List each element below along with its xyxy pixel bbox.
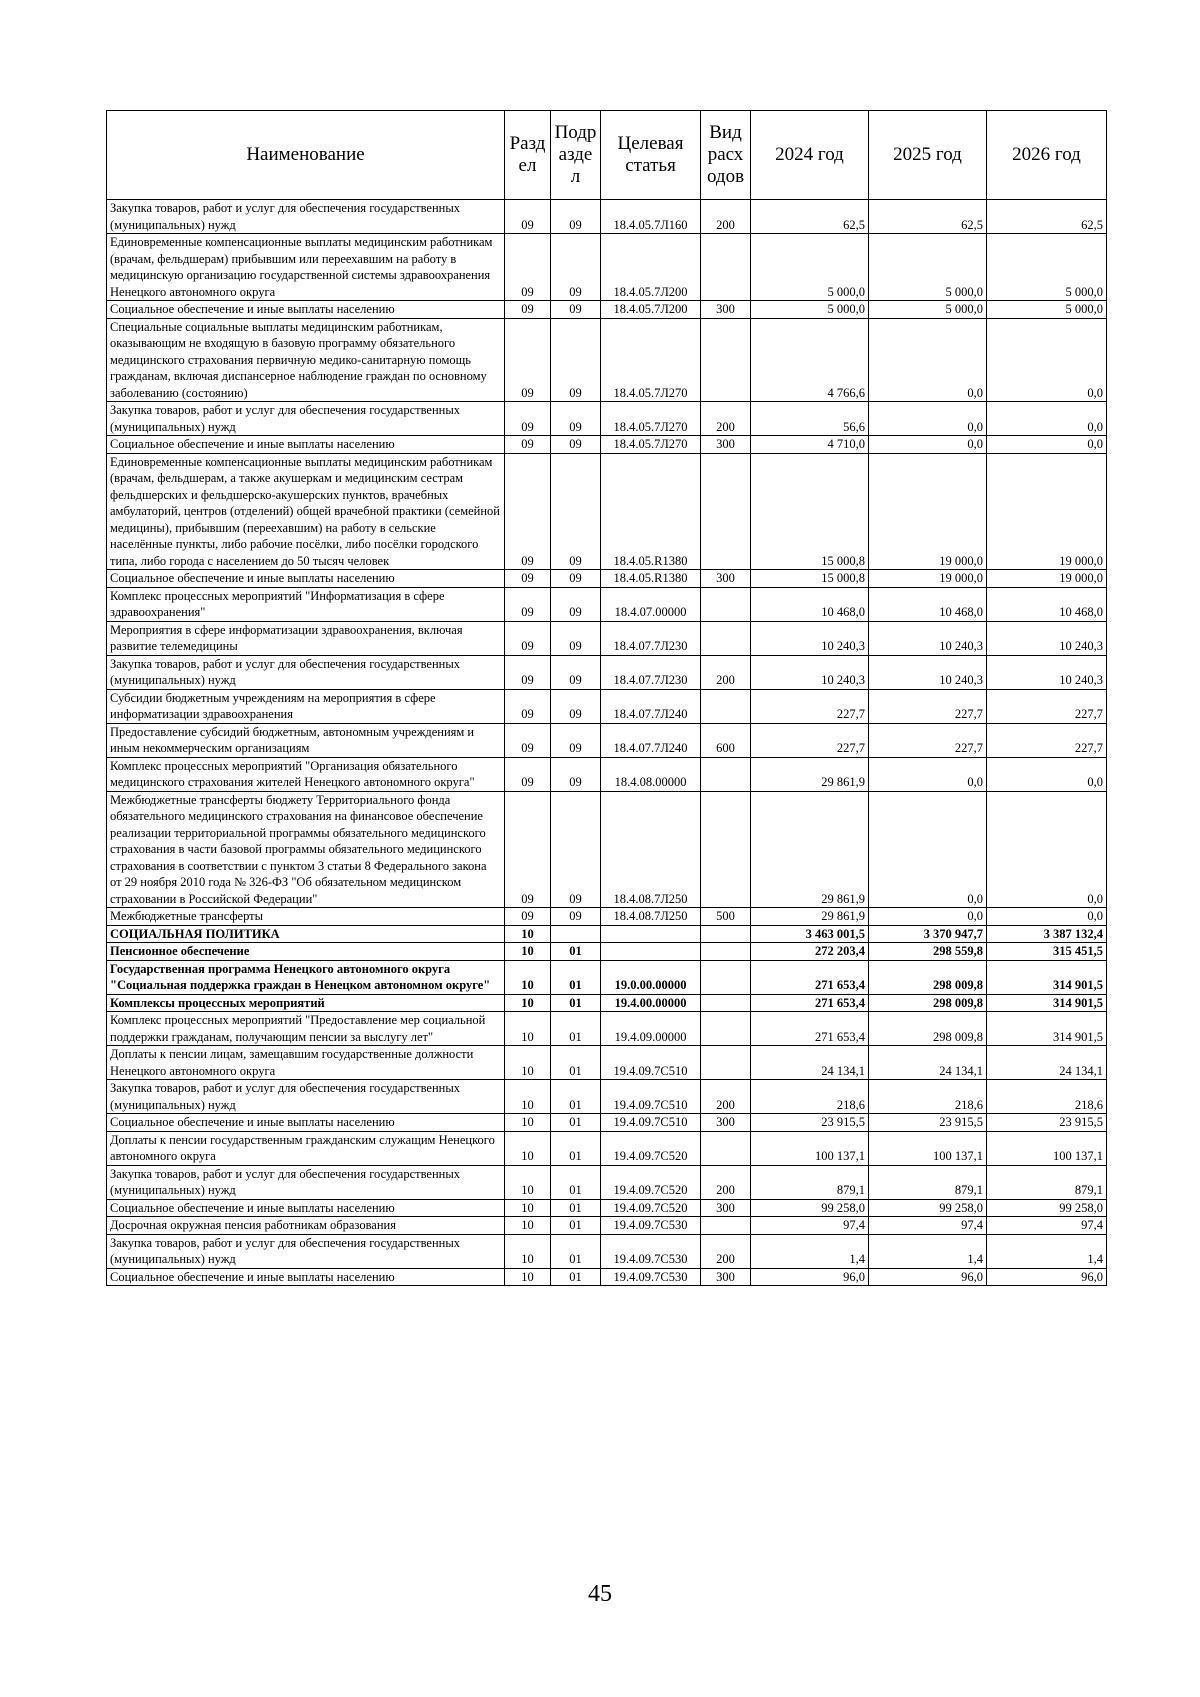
- cell-vid: 200: [701, 402, 751, 436]
- table-row: [107, 1114, 1107, 1132]
- header-row: [107, 111, 1107, 200]
- cell-podrazdel: 09: [551, 723, 601, 757]
- cell-vid: [701, 994, 751, 1012]
- cell-podrazdel: 09: [551, 301, 601, 319]
- cell-celevaya: 18.4.05.R1380: [601, 453, 701, 570]
- cell-name: Социальное обеспечение и иные выплаты населению: [107, 1199, 505, 1217]
- cell-celevaya: 18.4.05.7Л270: [601, 318, 701, 402]
- cell-vid: [701, 621, 751, 655]
- cell-2025: 0,0: [869, 791, 987, 908]
- cell-vid: [701, 587, 751, 621]
- cell-name: Мероприятия в сфере информатизации здравоохранения, включая развитие телемедицины: [107, 621, 505, 655]
- cell-vid: [701, 757, 751, 791]
- cell-2025: 0,0: [869, 908, 987, 926]
- cell-razdel: 10: [505, 1080, 551, 1114]
- cell-2026: 10 240,3: [987, 655, 1107, 689]
- cell-2024: 272 203,4: [751, 943, 869, 961]
- cell-2024: 29 861,9: [751, 908, 869, 926]
- cell-2025: 298 559,8: [869, 943, 987, 961]
- cell-vid: [701, 453, 751, 570]
- cell-podrazdel: 01: [551, 1080, 601, 1114]
- cell-podrazdel: 09: [551, 200, 601, 234]
- cell-vid: 200: [701, 1080, 751, 1114]
- cell-vid: [701, 960, 751, 994]
- cell-podrazdel: 01: [551, 1268, 601, 1286]
- cell-name: Единовременные компенсационные выплаты медицинским работникам (врачам, фельдшерам) прибывшим или переехавшим на работу в медицинскую организацию государственной системы здравоохранения Ненецкого автономного округа: [107, 234, 505, 301]
- cell-2024: 15 000,8: [751, 570, 869, 588]
- cell-2024: 24 134,1: [751, 1046, 869, 1080]
- cell-celevaya: 19.4.09.7С510: [601, 1080, 701, 1114]
- table-row: [107, 318, 1107, 402]
- cell-podrazdel: 09: [551, 757, 601, 791]
- cell-2025: 10 468,0: [869, 587, 987, 621]
- cell-2024: 10 240,3: [751, 621, 869, 655]
- cell-razdel: 09: [505, 301, 551, 319]
- cell-vid: [701, 1012, 751, 1046]
- cell-2024: 97,4: [751, 1217, 869, 1235]
- table-row: [107, 689, 1107, 723]
- cell-name: Межбюджетные трансферты: [107, 908, 505, 926]
- table-row: [107, 1234, 1107, 1268]
- cell-2024: 271 653,4: [751, 960, 869, 994]
- cell-name: Межбюджетные трансферты бюджету Территориального фонда обязательного медицинского страхования на финансовое обеспечение реализации территориальной программы обязательного медицинского страхования в части базовой программы обязательного медицинского страхования в соответствии с пунктом 3 статьи 8 Федерального закона от 29 ноября 2010 года № 326-ФЗ "Об обязательном медицинском страховании в Российской Федерации": [107, 791, 505, 908]
- cell-vid: [701, 1217, 751, 1235]
- table-row: [107, 436, 1107, 454]
- cell-name: Социальное обеспечение и иные выплаты населению: [107, 570, 505, 588]
- cell-2026: 19 000,0: [987, 570, 1107, 588]
- cell-razdel: 09: [505, 791, 551, 908]
- cell-name: Социальное обеспечение и иные выплаты населению: [107, 1114, 505, 1132]
- cell-podrazdel: 09: [551, 655, 601, 689]
- cell-celevaya: 19.4.09.7С530: [601, 1268, 701, 1286]
- cell-2025: 227,7: [869, 723, 987, 757]
- cell-podrazdel: 01: [551, 943, 601, 961]
- cell-2025: 10 240,3: [869, 621, 987, 655]
- cell-vid: 300: [701, 1199, 751, 1217]
- cell-2026: 1,4: [987, 1234, 1107, 1268]
- cell-2025: 1,4: [869, 1234, 987, 1268]
- header-name: Наименование: [107, 111, 505, 200]
- cell-celevaya: 19.4.09.7С520: [601, 1131, 701, 1165]
- table-row: [107, 723, 1107, 757]
- table-body: [107, 200, 1107, 1286]
- cell-2025: 298 009,8: [869, 994, 987, 1012]
- cell-celevaya: 18.4.05.R1380: [601, 570, 701, 588]
- cell-celevaya: 19.4.09.7С530: [601, 1217, 701, 1235]
- cell-2025: 97,4: [869, 1217, 987, 1235]
- cell-name: Закупка товаров, работ и услуг для обеспечения государственных (муниципальных) нужд: [107, 1165, 505, 1199]
- table-row: [107, 994, 1107, 1012]
- cell-razdel: 10: [505, 1012, 551, 1046]
- cell-2024: 227,7: [751, 723, 869, 757]
- cell-razdel: 10: [505, 1268, 551, 1286]
- cell-vid: [701, 318, 751, 402]
- table-row: [107, 1217, 1107, 1235]
- table-row: [107, 1199, 1107, 1217]
- cell-2025: 96,0: [869, 1268, 987, 1286]
- cell-celevaya: 18.4.08.7Л250: [601, 791, 701, 908]
- cell-name: Доплаты к пенсии лицам, замещавшим государственные должности Ненецкого автономного округа: [107, 1046, 505, 1080]
- cell-2025: 3 370 947,7: [869, 925, 987, 943]
- cell-vid: 300: [701, 301, 751, 319]
- table-row: [107, 943, 1107, 961]
- budget-table: [106, 110, 1107, 1286]
- cell-2024: 5 000,0: [751, 301, 869, 319]
- table-row: [107, 1012, 1107, 1046]
- cell-2024: 271 653,4: [751, 1012, 869, 1046]
- cell-celevaya: 19.4.09.00000: [601, 1012, 701, 1046]
- cell-podrazdel: 01: [551, 994, 601, 1012]
- header-vid: Вид расх одов: [701, 111, 751, 200]
- cell-2024: 271 653,4: [751, 994, 869, 1012]
- cell-2024: 10 240,3: [751, 655, 869, 689]
- cell-razdel: 09: [505, 318, 551, 402]
- cell-name: Специальные социальные выплаты медицинским работникам, оказывающим не входящую в базовую программу обязательного медицинского страхования первичную медико-санитарную помощь гражданам, включая диспансерное наблюдение граждан по основному заболеванию (состоянию): [107, 318, 505, 402]
- cell-2025: 298 009,8: [869, 960, 987, 994]
- header-2026: 2026 год: [987, 111, 1107, 200]
- cell-2024: 99 258,0: [751, 1199, 869, 1217]
- cell-2025: 0,0: [869, 436, 987, 454]
- table-row: [107, 757, 1107, 791]
- cell-2026: 0,0: [987, 757, 1107, 791]
- cell-2026: 96,0: [987, 1268, 1107, 1286]
- table-row: [107, 960, 1107, 994]
- cell-celevaya: 18.4.05.7Л270: [601, 436, 701, 454]
- cell-name: Закупка товаров, работ и услуг для обеспечения государственных (муниципальных) нужд: [107, 200, 505, 234]
- cell-name: Социальное обеспечение и иные выплаты населению: [107, 436, 505, 454]
- cell-2025: 879,1: [869, 1165, 987, 1199]
- cell-name: Закупка товаров, работ и услуг для обеспечения государственных (муниципальных) нужд: [107, 1234, 505, 1268]
- cell-2026: 99 258,0: [987, 1199, 1107, 1217]
- table-row: [107, 925, 1107, 943]
- cell-2026: 0,0: [987, 436, 1107, 454]
- table-row: [107, 1165, 1107, 1199]
- cell-celevaya: 18.4.07.7Л230: [601, 655, 701, 689]
- cell-2024: 29 861,9: [751, 791, 869, 908]
- cell-razdel: 09: [505, 689, 551, 723]
- cell-celevaya: 19.4.09.7С530: [601, 1234, 701, 1268]
- table-row: [107, 301, 1107, 319]
- cell-name: Социальное обеспечение и иные выплаты населению: [107, 301, 505, 319]
- cell-2024: 23 915,5: [751, 1114, 869, 1132]
- header-2024: 2024 год: [751, 111, 869, 200]
- cell-name: Комплексы процессных мероприятий: [107, 994, 505, 1012]
- cell-2025: 5 000,0: [869, 234, 987, 301]
- cell-2024: 15 000,8: [751, 453, 869, 570]
- cell-vid: [701, 1046, 751, 1080]
- table-row: [107, 1080, 1107, 1114]
- cell-2024: 56,6: [751, 402, 869, 436]
- cell-name: Социальное обеспечение и иные выплаты населению: [107, 1268, 505, 1286]
- cell-podrazdel: 01: [551, 1234, 601, 1268]
- cell-2024: 96,0: [751, 1268, 869, 1286]
- cell-razdel: 10: [505, 1217, 551, 1235]
- cell-podrazdel: 09: [551, 587, 601, 621]
- cell-vid: [701, 943, 751, 961]
- cell-2026: 227,7: [987, 689, 1107, 723]
- cell-2025: 23 915,5: [869, 1114, 987, 1132]
- cell-name: Комплекс процессных мероприятий "Организация обязательного медицинского страхования жителей Ненецкого автономного округа": [107, 757, 505, 791]
- cell-podrazdel: 01: [551, 960, 601, 994]
- cell-2026: 10 240,3: [987, 621, 1107, 655]
- cell-celevaya: 18.4.07.7Л240: [601, 723, 701, 757]
- cell-razdel: 09: [505, 436, 551, 454]
- cell-2026: 315 451,5: [987, 943, 1107, 961]
- cell-celevaya: 19.4.09.7С520: [601, 1199, 701, 1217]
- cell-podrazdel: 01: [551, 1131, 601, 1165]
- cell-2024: 4 710,0: [751, 436, 869, 454]
- cell-podrazdel: 01: [551, 1046, 601, 1080]
- header-razdel: Разд ел: [505, 111, 551, 200]
- cell-name: Единовременные компенсационные выплаты медицинским работникам (врачам, фельдшерам, а также акушеркам и медицинским сестрам фельдшерских и фельдшерско-акушерских пунктов, врачебных амбулаторий, центров (отделений) общей врачебной практики (семейной медицины), прибывшим (переехавшим) на работу в сельские населённые пункты, либо рабочие посёлки, либо посёлки городского типа, либо города с населением до 50 тысяч человек: [107, 453, 505, 570]
- cell-2025: 5 000,0: [869, 301, 987, 319]
- cell-vid: 600: [701, 723, 751, 757]
- cell-razdel: 10: [505, 1234, 551, 1268]
- cell-razdel: 10: [505, 1199, 551, 1217]
- header-2025: 2025 год: [869, 111, 987, 200]
- cell-name: Доплаты к пенсии государственным гражданским служащим Ненецкого автономного округа: [107, 1131, 505, 1165]
- cell-name: Государственная программа Ненецкого автономного округа "Социальная поддержка граждан в Ненецком автономном округе": [107, 960, 505, 994]
- cell-2026: 97,4: [987, 1217, 1107, 1235]
- cell-2024: 100 137,1: [751, 1131, 869, 1165]
- cell-name: СОЦИАЛЬНАЯ ПОЛИТИКА: [107, 925, 505, 943]
- cell-2025: 298 009,8: [869, 1012, 987, 1046]
- cell-razdel: 09: [505, 402, 551, 436]
- cell-name: Закупка товаров, работ и услуг для обеспечения государственных (муниципальных) нужд: [107, 1080, 505, 1114]
- cell-podrazdel: 09: [551, 453, 601, 570]
- cell-2026: 0,0: [987, 791, 1107, 908]
- cell-podrazdel: 01: [551, 1165, 601, 1199]
- cell-name: Комплекс процессных мероприятий "Информатизация в сфере здравоохранения": [107, 587, 505, 621]
- table-row: [107, 1268, 1107, 1286]
- cell-2024: 62,5: [751, 200, 869, 234]
- cell-2026: 5 000,0: [987, 234, 1107, 301]
- cell-name: Закупка товаров, работ и услуг для обеспечения государственных (муниципальных) нужд: [107, 402, 505, 436]
- cell-vid: [701, 689, 751, 723]
- cell-podrazdel: 01: [551, 1217, 601, 1235]
- cell-2024: 227,7: [751, 689, 869, 723]
- cell-2024: 3 463 001,5: [751, 925, 869, 943]
- cell-2026: 879,1: [987, 1165, 1107, 1199]
- cell-2025: 19 000,0: [869, 570, 987, 588]
- cell-2025: 19 000,0: [869, 453, 987, 570]
- cell-2026: 19 000,0: [987, 453, 1107, 570]
- cell-2025: 62,5: [869, 200, 987, 234]
- table-row: [107, 234, 1107, 301]
- cell-razdel: 09: [505, 723, 551, 757]
- cell-razdel: 09: [505, 587, 551, 621]
- cell-podrazdel: 09: [551, 402, 601, 436]
- cell-celevaya: 18.4.07.7Л240: [601, 689, 701, 723]
- table-row: [107, 791, 1107, 908]
- cell-celevaya: 18.4.08.00000: [601, 757, 701, 791]
- cell-celevaya: 18.4.05.7Л200: [601, 301, 701, 319]
- cell-2026: 3 387 132,4: [987, 925, 1107, 943]
- cell-vid: 500: [701, 908, 751, 926]
- cell-vid: [701, 1131, 751, 1165]
- cell-vid: [701, 925, 751, 943]
- cell-celevaya: 19.4.00.00000: [601, 994, 701, 1012]
- cell-2024: 4 766,6: [751, 318, 869, 402]
- cell-razdel: 10: [505, 1114, 551, 1132]
- cell-razdel: 09: [505, 234, 551, 301]
- cell-2025: 0,0: [869, 757, 987, 791]
- cell-2024: 218,6: [751, 1080, 869, 1114]
- cell-podrazdel: 09: [551, 436, 601, 454]
- cell-2026: 10 468,0: [987, 587, 1107, 621]
- cell-vid: 200: [701, 1234, 751, 1268]
- cell-razdel: 10: [505, 1131, 551, 1165]
- cell-podrazdel: 01: [551, 1012, 601, 1046]
- page-number: 45: [588, 1581, 612, 1607]
- cell-celevaya: [601, 943, 701, 961]
- cell-razdel: 09: [505, 757, 551, 791]
- cell-2025: 24 134,1: [869, 1046, 987, 1080]
- cell-celevaya: 18.4.08.7Л250: [601, 908, 701, 926]
- cell-2026: 314 901,5: [987, 960, 1107, 994]
- cell-vid: 300: [701, 1268, 751, 1286]
- table-row: [107, 908, 1107, 926]
- cell-celevaya: 18.4.05.7Л160: [601, 200, 701, 234]
- cell-celevaya: 18.4.07.00000: [601, 587, 701, 621]
- cell-vid: 200: [701, 1165, 751, 1199]
- cell-razdel: 10: [505, 925, 551, 943]
- cell-razdel: 10: [505, 994, 551, 1012]
- cell-2026: 100 137,1: [987, 1131, 1107, 1165]
- cell-2026: 218,6: [987, 1080, 1107, 1114]
- cell-razdel: 10: [505, 1165, 551, 1199]
- cell-podrazdel: [551, 925, 601, 943]
- cell-2026: 24 134,1: [987, 1046, 1107, 1080]
- cell-2026: 0,0: [987, 908, 1107, 926]
- cell-2025: 218,6: [869, 1080, 987, 1114]
- cell-razdel: 09: [505, 453, 551, 570]
- cell-podrazdel: 09: [551, 318, 601, 402]
- cell-celevaya: 19.4.09.7С520: [601, 1165, 701, 1199]
- cell-name: Комплекс процессных мероприятий "Предоставление мер социальной поддержки гражданам, получающим пенсии за выслугу лет": [107, 1012, 505, 1046]
- table-row: [107, 587, 1107, 621]
- table-row: [107, 570, 1107, 588]
- cell-podrazdel: 01: [551, 1199, 601, 1217]
- cell-celevaya: 19.4.09.7С510: [601, 1114, 701, 1132]
- table-header: [107, 111, 1107, 200]
- cell-2025: 227,7: [869, 689, 987, 723]
- cell-podrazdel: 09: [551, 570, 601, 588]
- cell-podrazdel: 01: [551, 1114, 601, 1132]
- cell-2026: 0,0: [987, 402, 1107, 436]
- cell-2026: 62,5: [987, 200, 1107, 234]
- header-celevaya: Целевая статья: [601, 111, 701, 200]
- cell-razdel: 09: [505, 655, 551, 689]
- cell-razdel: 09: [505, 621, 551, 655]
- cell-razdel: 10: [505, 960, 551, 994]
- cell-2026: 5 000,0: [987, 301, 1107, 319]
- table-row: [107, 402, 1107, 436]
- cell-celevaya: 18.4.05.7Л270: [601, 402, 701, 436]
- cell-name: Предоставление субсидий бюджетным, автономным учреждениям и иным некоммерческим организациям: [107, 723, 505, 757]
- cell-celevaya: 19.4.09.7С510: [601, 1046, 701, 1080]
- cell-celevaya: [601, 925, 701, 943]
- cell-celevaya: 18.4.07.7Л230: [601, 621, 701, 655]
- table-row: [107, 200, 1107, 234]
- cell-vid: 300: [701, 1114, 751, 1132]
- cell-2026: 227,7: [987, 723, 1107, 757]
- cell-podrazdel: 09: [551, 791, 601, 908]
- cell-2024: 1,4: [751, 1234, 869, 1268]
- header-podrazdel: Подр азде л: [551, 111, 601, 200]
- cell-podrazdel: 09: [551, 234, 601, 301]
- table-row: [107, 621, 1107, 655]
- cell-2024: 5 000,0: [751, 234, 869, 301]
- cell-2024: 10 468,0: [751, 587, 869, 621]
- cell-podrazdel: 09: [551, 621, 601, 655]
- cell-vid: 300: [701, 570, 751, 588]
- cell-name: Субсидии бюджетным учреждениям на мероприятия в сфере информатизации здравоохранения: [107, 689, 505, 723]
- cell-2026: 0,0: [987, 318, 1107, 402]
- cell-2024: 29 861,9: [751, 757, 869, 791]
- table-row: [107, 453, 1107, 570]
- cell-2024: 879,1: [751, 1165, 869, 1199]
- cell-vid: 200: [701, 655, 751, 689]
- cell-razdel: 09: [505, 200, 551, 234]
- cell-name: Досрочная окружная пенсия работникам образования: [107, 1217, 505, 1235]
- table-row: [107, 1131, 1107, 1165]
- cell-2025: 0,0: [869, 402, 987, 436]
- cell-razdel: 09: [505, 908, 551, 926]
- cell-2025: 0,0: [869, 318, 987, 402]
- table-row: [107, 1046, 1107, 1080]
- cell-podrazdel: 09: [551, 908, 601, 926]
- cell-podrazdel: 09: [551, 689, 601, 723]
- cell-razdel: 10: [505, 943, 551, 961]
- cell-2025: 99 258,0: [869, 1199, 987, 1217]
- cell-celevaya: 18.4.05.7Л200: [601, 234, 701, 301]
- cell-name: Пенсионное обеспечение: [107, 943, 505, 961]
- cell-2026: 23 915,5: [987, 1114, 1107, 1132]
- cell-vid: 200: [701, 200, 751, 234]
- cell-2025: 10 240,3: [869, 655, 987, 689]
- cell-celevaya: 19.0.00.00000: [601, 960, 701, 994]
- cell-2025: 100 137,1: [869, 1131, 987, 1165]
- cell-vid: [701, 791, 751, 908]
- cell-vid: 300: [701, 436, 751, 454]
- cell-razdel: 10: [505, 1046, 551, 1080]
- cell-2026: 314 901,5: [987, 1012, 1107, 1046]
- cell-razdel: 09: [505, 570, 551, 588]
- table-row: [107, 655, 1107, 689]
- cell-vid: [701, 234, 751, 301]
- cell-2026: 314 901,5: [987, 994, 1107, 1012]
- cell-name: Закупка товаров, работ и услуг для обеспечения государственных (муниципальных) нужд: [107, 655, 505, 689]
